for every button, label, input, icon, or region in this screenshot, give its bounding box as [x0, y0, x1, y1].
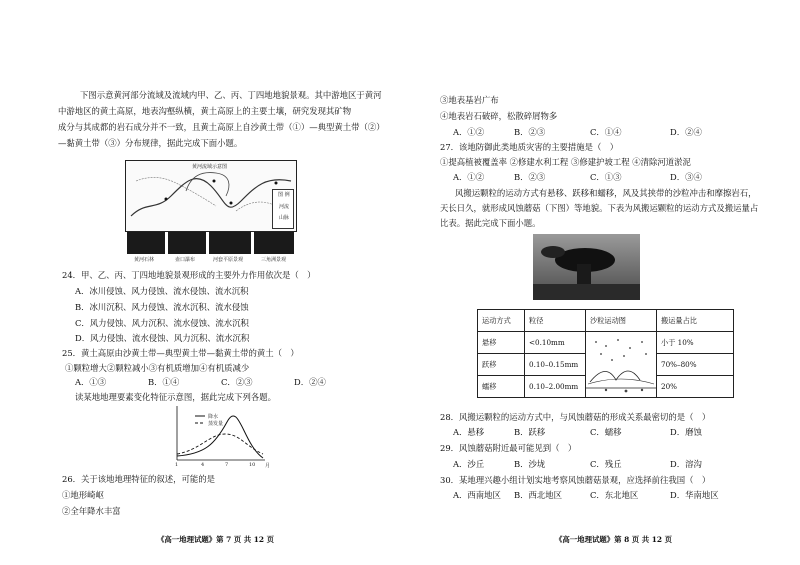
q25-option-b[interactable]: B．①④ — [148, 377, 180, 387]
photo-yi — [168, 232, 206, 254]
photo-caption-4: 三角洲景观 — [261, 257, 287, 263]
q30-option-c[interactable]: C．东北地区 — [590, 490, 639, 500]
q27-option-c[interactable]: C．①③ — [590, 172, 622, 182]
q26-option-c[interactable]: C．①④ — [590, 127, 622, 137]
q29-option-d[interactable]: D．溶沟 — [670, 459, 702, 469]
chart-intro: 读某地地理要素变化特征示意图，据此完成下列各题。 — [75, 392, 276, 402]
q26-statement-1: ①地形崎岖 — [62, 490, 104, 500]
intro-line-2: 中游地区的黄土高原，地表沟壑纵横，黄土高原上的主要土壤，研究发现其矿物 — [58, 106, 352, 116]
wind-transport-table — [477, 309, 734, 398]
photo-caption-1: 黄河石林 — [134, 257, 155, 263]
q26-option-d[interactable]: D．②④ — [670, 127, 702, 137]
q24-option-b[interactable]: B．冰川沉积、风力侵蚀、流水沉积、流水侵蚀 — [75, 302, 249, 312]
chart-plot — [165, 404, 275, 470]
q28-stem: 28．风搬运颗粒的运动方式中，与风蚀蘑菇的形成关系最密切的是（ ） — [440, 412, 711, 422]
table-header-row — [478, 310, 734, 332]
yellow-river-map — [125, 160, 297, 232]
q25-stem: 25．黄土高原由沙黄土带—典型黄土带—黏黄土带的黄土（ ） — [62, 348, 299, 358]
photo-bing — [209, 232, 251, 254]
table-cell: <0.10mm — [525, 332, 586, 354]
table-header-cell: 粒径 — [525, 310, 586, 332]
left-page-footer: 《高一地理试题》第 7 页 共 12 页 — [157, 535, 274, 544]
q28-option-d[interactable]: D．磨蚀 — [670, 427, 702, 437]
photo-jia — [127, 232, 165, 254]
photo-caption-3: 河套平原景观 — [213, 257, 244, 263]
q27-option-d[interactable]: D．③④ — [670, 172, 702, 182]
q30-option-b[interactable]: B．西北地区 — [514, 490, 563, 500]
q26-statement-2: ②全年降水丰富 — [62, 506, 121, 516]
q28-option-b[interactable]: B．跃移 — [514, 427, 546, 437]
wind-intro-1: 风搬运颗粒的运动方式有悬移、跃移和蠕移，风及其挟带的沙粒冲击和摩擦岩石， — [455, 188, 757, 198]
chart-xtick-2: 4 — [201, 462, 205, 468]
table-cell: 70%–80% — [657, 354, 734, 376]
q29-option-a[interactable]: A．沙丘 — [453, 459, 485, 469]
map-legend-river: 河流 — [279, 204, 290, 210]
q27-statements: ①提高植被覆盖率 ②修建水利工程 ③修建护坡工程 ④清除河道淤泥 — [440, 157, 691, 167]
photo-caption-2: 壶口瀑布 — [175, 257, 196, 263]
intro-line-3: 成分与其成都的岩石成分并不一致，且黄土高原上自沙黄土带（①）—典型黄土带（②） — [58, 122, 385, 132]
chart-x-unit: 月 — [265, 463, 271, 469]
chart-xtick-1: 1 — [175, 462, 179, 468]
table-cell: 跃移 — [478, 354, 525, 376]
intro-line-4: —黏黄土带（③）分布规律，据此完成下面小题。 — [58, 138, 243, 148]
q24-option-a[interactable]: A．冰川侵蚀、风力侵蚀、流水侵蚀、流水沉积 — [75, 286, 249, 296]
q28-option-a[interactable]: A．悬移 — [453, 427, 485, 437]
table-row — [478, 332, 734, 354]
q29-option-c[interactable]: C．残丘 — [590, 459, 622, 469]
table-cell: 0.10–0.15mm — [525, 354, 586, 376]
q30-stem: 30．某地理兴趣小组计划实地考察风蚀蘑菇景观，应选择前往我国（ ） — [440, 475, 711, 485]
map-drawing — [126, 161, 296, 231]
wind-intro-2: 天长日久，就形成风蚀蘑菇（下图）等地貌。下表为风搬运颗粒的运动方式及搬运量占 — [440, 203, 759, 213]
photo-ding — [254, 232, 294, 254]
q25-option-a[interactable]: A．①③ — [75, 377, 107, 387]
table-cell: 悬移 — [478, 332, 525, 354]
q30-option-d[interactable]: D．华南地区 — [670, 490, 719, 500]
chart-xtick-4: 10 — [249, 462, 256, 468]
map-legend-title: 图 例 — [278, 192, 290, 198]
q25-option-c[interactable]: C．②③ — [221, 377, 253, 387]
mushroom-rock-drawing — [533, 234, 640, 300]
q24-option-d[interactable]: D．风力侵蚀、流水侵蚀、风力沉积、流水沉积 — [75, 333, 250, 343]
q27-option-b[interactable]: B．②③ — [514, 172, 546, 182]
sand-motion-drawing — [586, 332, 656, 395]
intro-line-1: 下图示意黄河部分流域及流域内甲、乙、丙、丁四地地貌景观。其中游地区于黄河 — [80, 90, 382, 100]
q29-option-b[interactable]: B．沙垅 — [514, 459, 546, 469]
q26-stem: 26．关于该地地理特征的叙述，可能的是 — [62, 474, 216, 484]
q26-option-a[interactable]: A．①② — [453, 127, 485, 137]
q26-statement-3: ③地表基岩广布 — [440, 95, 499, 105]
wind-intro-3: 比表。据此完成下面小题。 — [440, 218, 541, 228]
q24-option-c[interactable]: C．风力侵蚀、风力沉积、流水侵蚀、流水沉积 — [75, 318, 249, 328]
q26-option-b[interactable]: B．②③ — [514, 127, 546, 137]
table-cell: 20% — [657, 376, 734, 398]
map-legend-mountain: 山脉 — [279, 215, 290, 221]
mushroom-rock-photo — [533, 234, 640, 300]
q27-option-a[interactable]: A．①② — [453, 172, 485, 182]
q25-statements: ①颗粒增大②颗粒减小③有机质增加④有机质减少 — [65, 363, 250, 373]
table-cell: 0.10–2.00mm — [525, 376, 586, 398]
q29-stem: 29．风蚀蘑菇附近最可能见到（ ） — [440, 443, 577, 453]
q24-stem: 24．甲、乙、丙、丁四地地貌景观形成的主要外力作用依次是（ ） — [62, 270, 316, 280]
sand-motion-diagram — [586, 332, 657, 398]
q28-option-c[interactable]: C．蠕移 — [590, 427, 622, 437]
precipitation-chart — [165, 404, 275, 470]
q26-statement-4: ④地表岩石破碎，松散碎屑物多 — [440, 111, 558, 121]
table-header-cell: 运动方式 — [478, 310, 525, 332]
q27-stem: 27．该地防御此类地质灾害的主要措施是（ ） — [440, 142, 619, 152]
map-title: 黄河流域示意图 — [192, 164, 228, 170]
chart-legend-precip: 降水 — [208, 414, 219, 420]
table-cell: 蠕移 — [478, 376, 525, 398]
table-cell: 小于 10% — [657, 332, 734, 354]
table-header-cell: 搬运量占比 — [657, 310, 734, 332]
right-page-footer: 《高一地理试题》第 8 页 共 12 页 — [555, 535, 672, 544]
chart-xtick-3: 7 — [225, 462, 229, 468]
q25-option-d[interactable]: D．②④ — [294, 377, 326, 387]
q30-option-a[interactable]: A．西南地区 — [453, 490, 501, 500]
table-header-cell: 沙粒运动图 — [586, 310, 657, 332]
chart-legend-evap: 蒸发量 — [208, 421, 224, 427]
